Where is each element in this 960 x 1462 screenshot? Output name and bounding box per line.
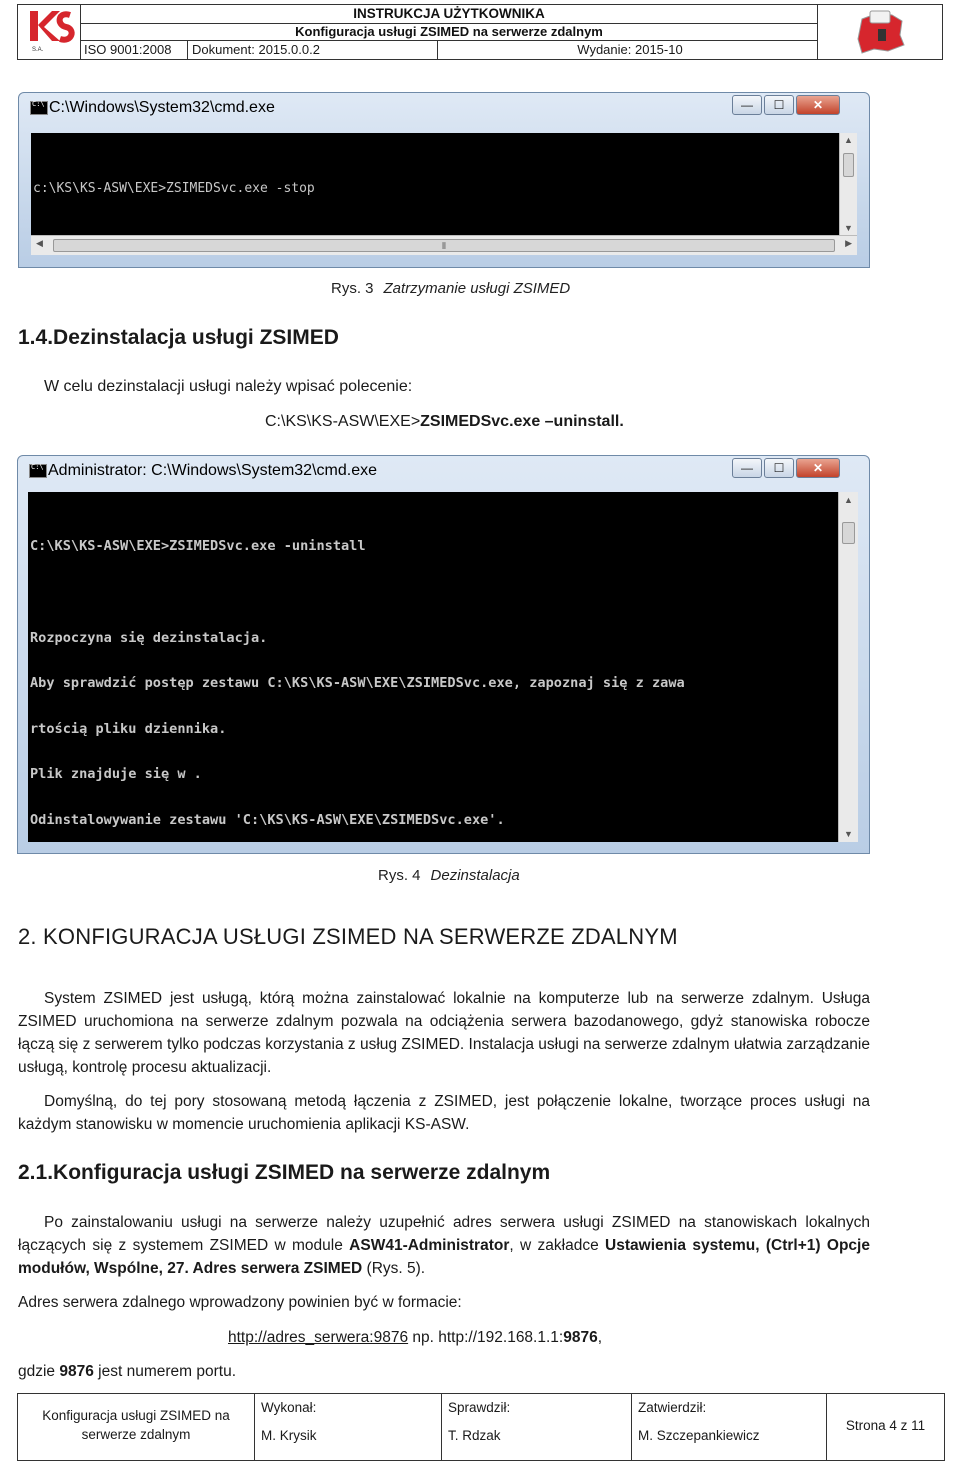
minimize-button[interactable]: — [732, 95, 762, 115]
quality-badge [817, 5, 942, 59]
footer-checked-label: Sprawdził: [448, 1400, 511, 1415]
cmd-line: c:\KS\KS-ASW\EXE>ZSIMEDSvc.exe -stop [33, 181, 315, 196]
cmd-line: rtością pliku dziennika. [30, 720, 227, 737]
scroll-up-icon[interactable]: ▲ [844, 495, 853, 505]
cmd-line: C:\KS\KS-ASW\EXE>ZSIMEDSvc.exe -uninstall [30, 538, 366, 555]
footer-made-cell [255, 1394, 442, 1460]
maximize-button[interactable]: ☐ [764, 458, 794, 478]
scroll-down-icon[interactable]: ▼ [844, 223, 853, 233]
cmd-line: Plik znajduje się w . [30, 766, 202, 783]
poland-map-icon [818, 5, 942, 59]
paragraph-default-method: Domyślną, do tej pory stosowaną metodą łączenia z ZSIMED, jest połączenie lokalne, tworzące proces usługi na każdym stanowisku w momencie uruchomienia aplikacji KS-ASW. [18, 1093, 870, 1133]
header-title: INSTRUKCJA UŻYTKOWNIKA [80, 5, 818, 24]
close-button[interactable]: ✕ [796, 95, 840, 115]
cmd-output [28, 492, 838, 842]
section-heading-2: 2. KONFIGURACJA USŁUGI ZSIMED NA SERWERZE ZDALNYM [18, 924, 678, 949]
footer-made-label: Wykonał: [261, 1400, 317, 1415]
page-header [17, 4, 943, 60]
cmd-line: Rozpoczyna się dezinstalacja. [30, 629, 268, 646]
figure-caption-4: Rys. 4 Dezinstalacja [378, 867, 520, 884]
vertical-scrollbar[interactable] [838, 492, 858, 842]
scroll-left-icon[interactable]: ◀ [36, 238, 43, 248]
scroll-thumb-horizontal[interactable]: ⦀ [53, 239, 835, 252]
footer-page-number: Strona 4 z 11 [845, 1418, 926, 1433]
minimize-button[interactable]: — [732, 458, 762, 478]
cmd-line: Odinstalowywanie zestawu 'C:\KS\KS-ASW\EXE\ZSIMEDSvc.exe'. [30, 812, 505, 829]
header-subtitle: Konfiguracja usługi ZSIMED na serwerze zdalnym [80, 24, 818, 41]
uninstall-command: C:\KS\KS-ASW\EXE>ZSIMEDSvc.exe –uninstall. [265, 413, 624, 430]
section-heading-1-4: 1.4.Dezinstalacja usługi ZSIMED [18, 326, 339, 349]
cmd-window-title: C:\Windows\System32\cmd.exe [49, 99, 275, 116]
figure-caption-3: Rys. 3 Zatrzymanie usługi ZSIMED [331, 280, 571, 297]
footer-checked-cell [442, 1394, 632, 1460]
logo-lettering: S.A. [32, 47, 44, 53]
footer-doc-title-cell [18, 1394, 255, 1460]
paragraph-configuration: Po zainstalowaniu usługi na serwerze należy uzupełnić adres serwera usługi ZSIMED na stanowiskach lokalnych łączących się z systemem ZSIMED w module ASW41-Administrator, w zakładce Ustawienia systemu, (Ctrl+1) Opcje modułów, Wspólne, 27. Adres serwera ZSIMED (Rys. 5). [18, 1214, 870, 1277]
footer-page-cell [827, 1394, 944, 1460]
address-format-example: http://adres_serwera:9876 np. http://192.168.1.1:9876, [228, 1329, 603, 1346]
server-address-link[interactable]: http://adres_serwera:9876 [228, 1329, 409, 1346]
footer-doc-title: Konfiguracja usługi ZSIMED na serwerze zdalnym [42, 1408, 230, 1442]
scroll-thumb[interactable] [842, 522, 855, 544]
footer-approved-cell [632, 1394, 827, 1460]
settings-path: Ustawienia systemu, (Ctrl+1) Opcje modułów, Wspólne, 27. Adres serwera ZSIMED [18, 1237, 870, 1277]
scroll-up-icon[interactable]: ▲ [844, 135, 853, 145]
cmd-line: Aby sprawdzić postęp zestawu C:\KS\KS-ASW\EXE\ZSIMEDSvc.exe, zapoznaj się z zawa [30, 675, 685, 692]
scroll-right-icon[interactable]: ▶ [845, 238, 852, 248]
cmd-icon [30, 101, 48, 115]
ks-logo-icon [18, 5, 80, 59]
scroll-down-icon[interactable]: ▼ [844, 829, 853, 839]
ks-logo [18, 5, 81, 59]
footer-approved-label: Zatwierdził: [638, 1400, 707, 1415]
page-footer [17, 1393, 945, 1461]
maximize-button[interactable]: ☐ [764, 95, 794, 115]
close-button[interactable]: ✕ [796, 458, 840, 478]
header-document: Dokument: 2015.0.0.2 [188, 41, 438, 59]
section-heading-2-1: 2.1.Konfiguracja usługi ZSIMED na serwerze zdalnym [18, 1161, 551, 1184]
footer-approved-value: M. Szczepankiewicz [638, 1428, 760, 1443]
footer-checked-value: T. Rdzak [448, 1428, 501, 1443]
header-edition: Wydanie: 2015-10 [577, 42, 683, 57]
paragraph-address-format: Adres serwera zdalnego wprowadzony powinien być w formacie: [18, 1294, 462, 1311]
cmd-output [31, 133, 839, 235]
vertical-scrollbar[interactable] [839, 133, 857, 235]
header-iso: ISO 9001:2008 [80, 41, 188, 59]
scroll-thumb[interactable] [843, 153, 854, 177]
paragraph-zsimed-system: System ZSIMED jest usługą, którą można zainstalować lokalnie na komputerze lub na serwerze zdalnym. Usługa ZSIMED uruchomiona na serwerze zdalnym pozwala na odciążenia serwera bazodanowego, gdyż stanowiska robocze łączą się z serwerem tylko podczas korzystania z usług ZSIMED. Instalacja usługi na serwerze zdalnym ułatwia zarządzanie usługą, kontrolę procesu aktualizacji. [18, 990, 870, 1076]
cmd-window-stop [18, 92, 870, 268]
cmd-icon [29, 464, 47, 478]
cmd-window-title: Administrator: C:\Windows\System32\cmd.exe [48, 462, 377, 479]
uninstall-intro: W celu dezinstalacji usługi należy wpisać polecenie: [44, 378, 413, 395]
cmd-window-uninstall [17, 455, 870, 854]
footer-made-value: M. Krysik [261, 1428, 317, 1443]
paragraph-port: gdzie 9876 jest numerem portu. [18, 1363, 237, 1380]
horizontal-scrollbar[interactable] [31, 235, 857, 255]
cmd-line [30, 585, 838, 600]
